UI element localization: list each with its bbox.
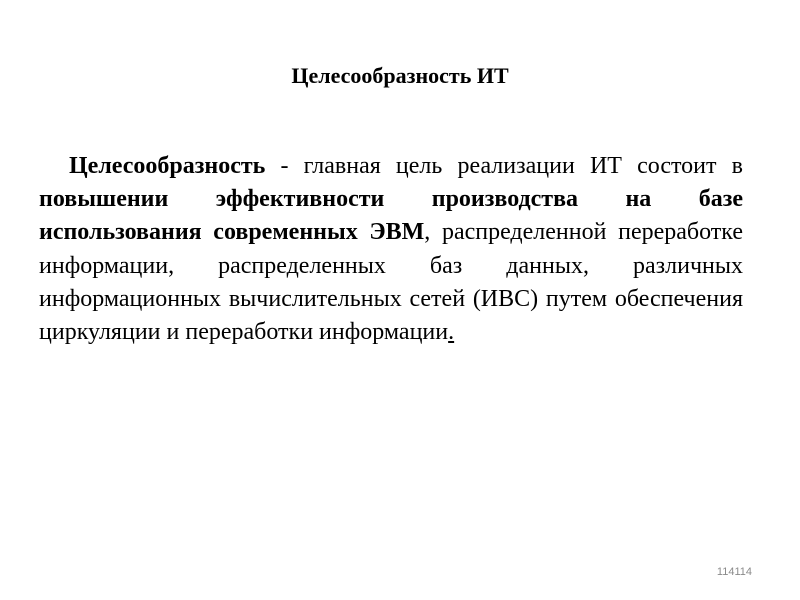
slide-number: 114114: [716, 566, 752, 578]
body-paragraph: [39, 150, 743, 349]
lead-term: Целесообразность: [69, 153, 266, 179]
trailing-period: .: [448, 319, 455, 346]
bold-phrase: повышении эффективности производства на базе использования современных ЭВМ: [39, 186, 743, 246]
paragraph-text-2: , распределенной переработке информации, распределенных баз данных, различных информационных вычислительных сетей (ИВС) путем обеспечения циркуляции и переработки информации: [39, 219, 743, 346]
paragraph-text-1: - главная цель реализации ИТ состоит в: [265, 153, 743, 179]
slide-title: Целесообразность ИТ: [291, 63, 509, 88]
